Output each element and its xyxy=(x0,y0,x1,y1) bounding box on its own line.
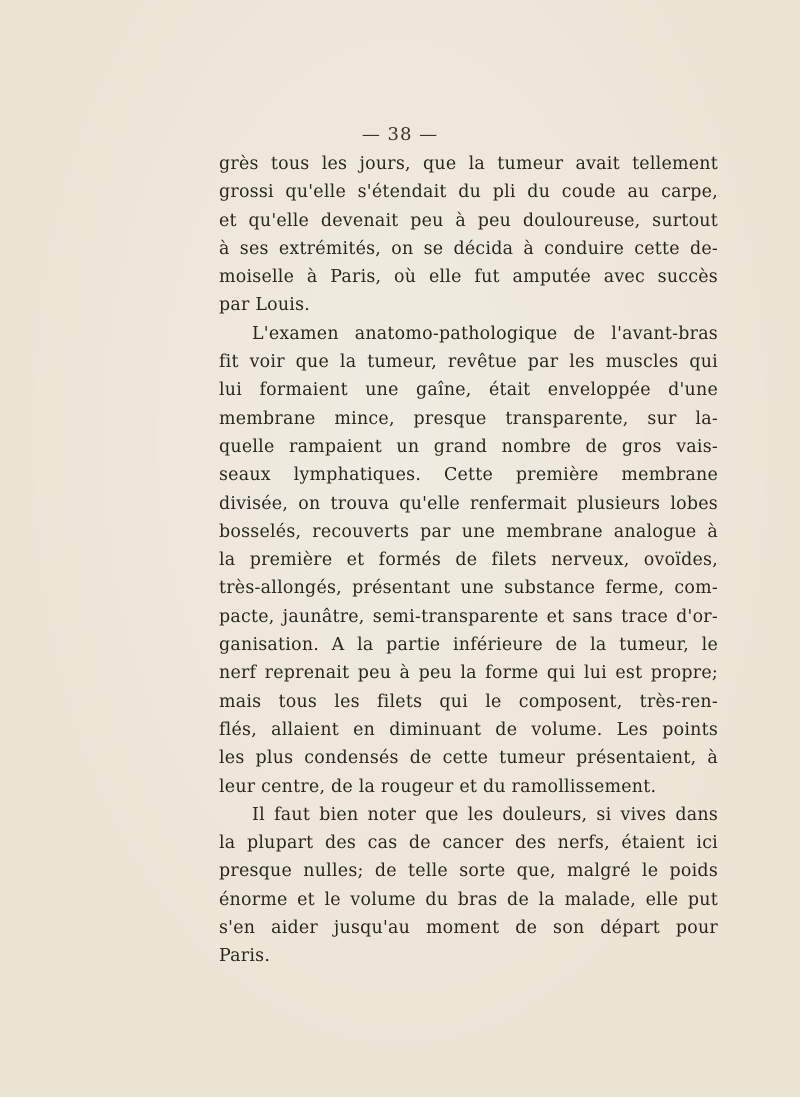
text-line: mais tous les filets qui le composent, très-ren- xyxy=(219,691,718,712)
text-line: bosselés, recouverts par une membrane analogue à xyxy=(219,521,718,542)
text-line: et qu'elle devenait peu à peu douloureuse, surtout xyxy=(219,210,718,231)
text-line: presque nulles; de telle sorte que, malgré le poids xyxy=(219,861,718,882)
text-line: s'en aider jusqu'au moment de son départ pour xyxy=(219,918,718,939)
text-line: membrane mince, presque transparente, sur la- xyxy=(219,408,718,429)
text-line: ganisation. A la partie inférieure de la tumeur, le xyxy=(219,635,718,656)
text-line: Paris. xyxy=(219,946,271,967)
text-line: par Louis. xyxy=(219,295,311,316)
text-line: grès tous les jours, que la tumeur avait tellement xyxy=(219,154,718,174)
text-line: lui formaient une gaîne, était enveloppée d'une xyxy=(219,380,718,401)
page-body xyxy=(219,150,718,971)
text-line: flés, allaient en diminuant de volume. Les points xyxy=(219,719,718,740)
text-line: les plus condensés de cette tumeur présentaient, à xyxy=(219,748,718,769)
text-line: nerf reprenait peu à peu la forme qui lui est propre; xyxy=(219,663,718,684)
paragraph xyxy=(219,801,718,971)
text-line: fit voir que la tumeur, revêtue par les muscles qui xyxy=(219,352,718,373)
text-line: à ses extrémités, on se décida à conduire cette de- xyxy=(219,238,718,259)
text-line: la plupart des cas de cancer des nerfs, étaient ici xyxy=(219,833,718,854)
text-line: grossi qu'elle s'étendait du pli du coude au carpe, xyxy=(219,182,718,203)
paragraph xyxy=(219,150,718,320)
text-line: Il faut bien noter que les douleurs, si vives dans xyxy=(252,804,718,825)
text-line: divisée, on trouva qu'elle renfermait plusieurs lobes xyxy=(219,493,718,514)
text-line: seaux lymphatiques. Cette première membrane xyxy=(219,465,718,486)
text-line: quelle rampaient un grand nombre de gros vais- xyxy=(219,436,718,457)
paragraph xyxy=(219,320,718,801)
text-line: moiselle à Paris, où elle fut amputée avec succès xyxy=(219,267,718,288)
page-number: — 38 — xyxy=(361,124,439,145)
text-line: leur centre, de la rougeur et du ramollissement. xyxy=(219,776,657,797)
text-line: très-allongés, présentant une substance ferme, com- xyxy=(219,578,718,599)
text-line: pacte, jaunâtre, semi-transparente et sans trace d'or- xyxy=(219,606,718,627)
text-line: L'examen anatomo-pathologique de l'avant-bras xyxy=(252,323,718,344)
text-line: la première et formés de filets nerveux, ovoïdes, xyxy=(219,550,718,571)
text-line: énorme et le volume du bras de la malade, elle put xyxy=(219,889,718,910)
